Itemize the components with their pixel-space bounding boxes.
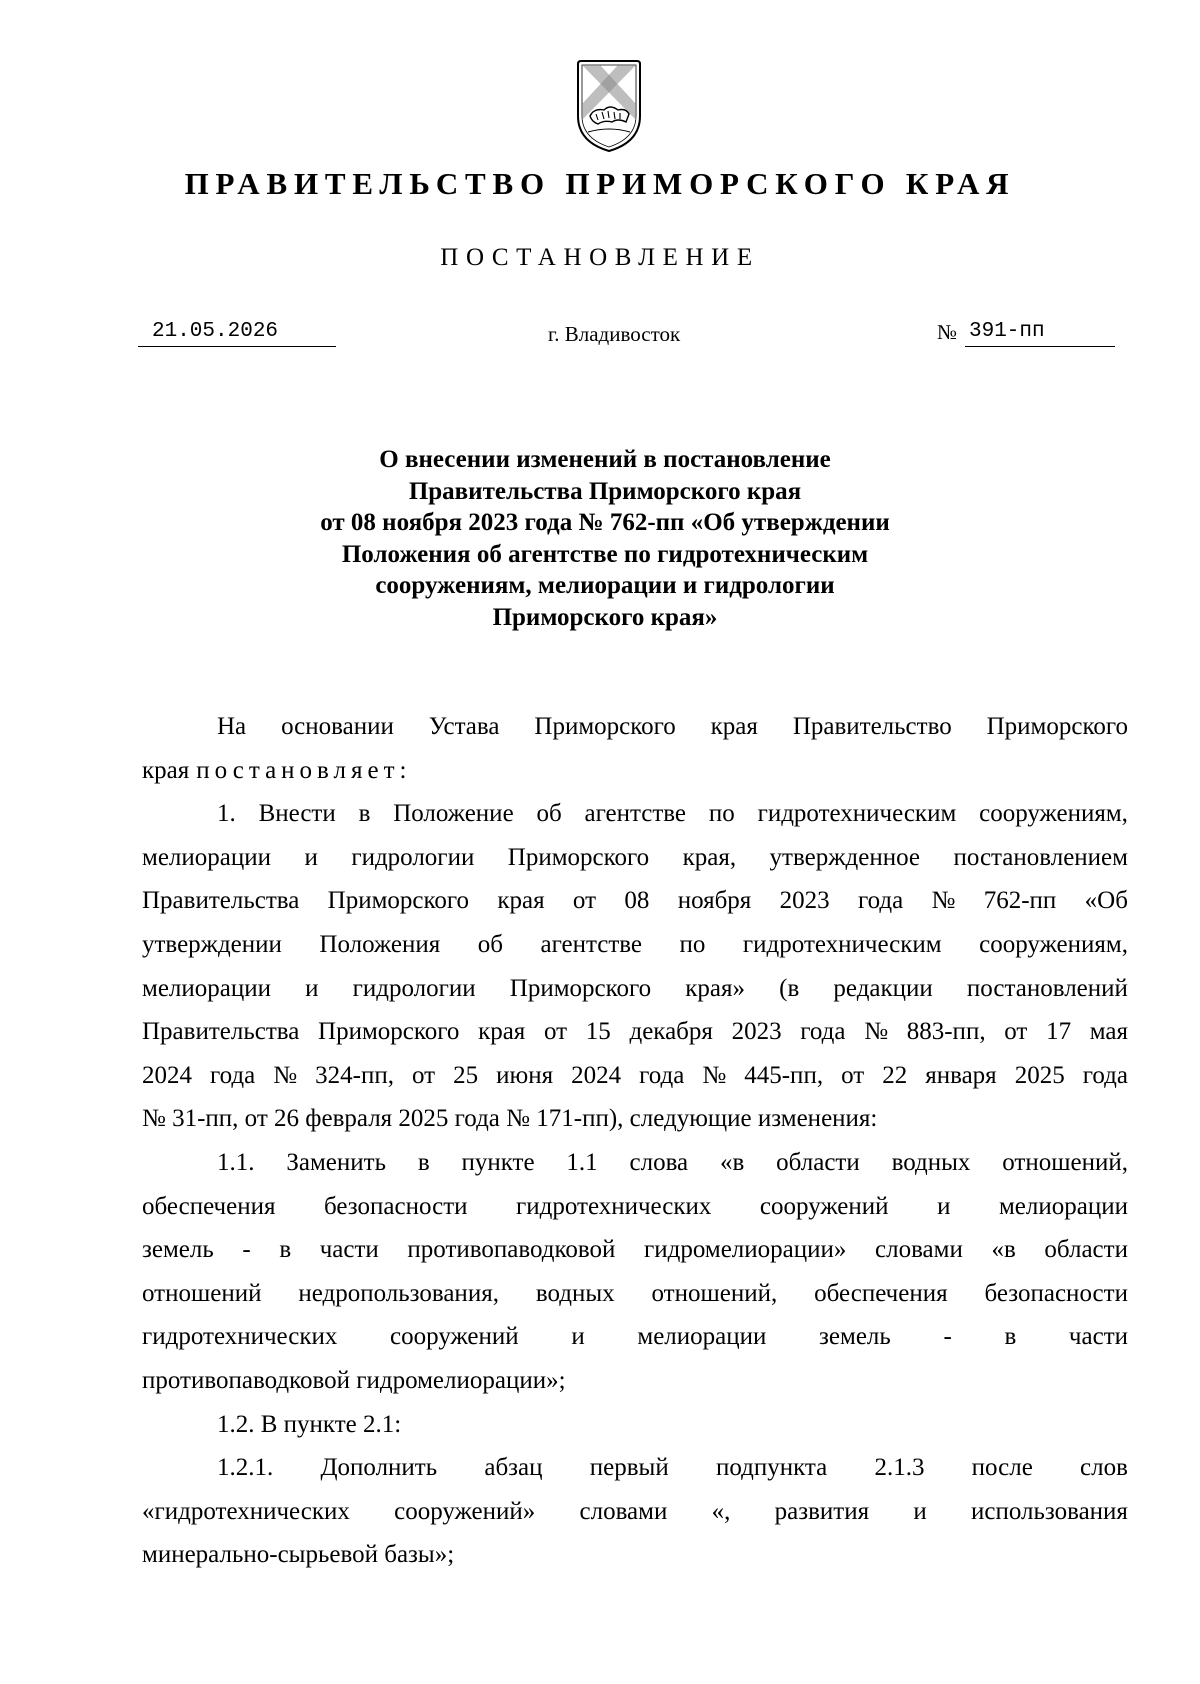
body-line — [142, 1185, 1128, 1229]
body-word: отношений, — [651, 1279, 778, 1307]
body-word: сооружениям, — [979, 800, 1128, 828]
body-word: 25 — [453, 1061, 479, 1089]
body-word: Правительства — [142, 887, 300, 915]
body-word: сооружениям, — [979, 930, 1128, 958]
document-type: ПОСТАНОВЛЕНИЕ — [440, 244, 760, 271]
body-word: сооружений — [390, 1323, 519, 1351]
body-word: июня — [496, 1061, 554, 1089]
body-word: На — [217, 713, 247, 740]
body-line: № 31-пп, от 26 февраля 2025 года № 171-пп), следующие изменения: — [142, 1105, 878, 1133]
body-word: края — [478, 1018, 526, 1046]
body-word: редакции — [833, 974, 933, 1002]
body-word: словами — [875, 1236, 963, 1264]
body-word: по — [708, 800, 735, 828]
body-word: отношений — [142, 1279, 262, 1307]
body-word: гидротехническим — [742, 930, 942, 958]
body-word: 2025 — [1014, 1061, 1065, 1089]
body-word: Устава — [428, 713, 500, 740]
body-word: и — [305, 974, 319, 1002]
body-word: гидротехническим — [757, 800, 957, 828]
body-word: земель — [819, 1323, 891, 1351]
body-line — [142, 967, 1128, 1011]
body-line — [142, 1228, 1128, 1272]
body-word: января — [925, 1061, 997, 1089]
body-word: Приморского — [318, 1018, 460, 1046]
government-title: ПРАВИТЕЛЬСТВО ПРИМОРСКОГО КРАЯ — [184, 166, 1016, 201]
body-word: по — [679, 930, 706, 958]
body-word: края — [710, 713, 758, 740]
body-word: «в — [720, 1148, 745, 1176]
body-word: - — [943, 1323, 952, 1351]
body-word: обеспечения — [142, 1192, 276, 1220]
body-word: Положения — [319, 930, 441, 958]
body-word: абзац — [484, 1454, 543, 1482]
body-word: мелиорации — [998, 1192, 1128, 1220]
body-line — [142, 749, 1128, 793]
body-word: «Об — [1084, 887, 1128, 915]
body-word: и — [913, 1497, 927, 1525]
body-text: края — [142, 756, 190, 784]
body-word: утверждении — [142, 930, 282, 958]
body-line — [142, 1141, 1128, 1185]
body-word: части — [319, 1236, 379, 1264]
body-word: водных — [891, 1148, 971, 1176]
body-word: использования — [970, 1497, 1128, 1525]
body-word: сооружений» — [394, 1497, 536, 1525]
body-word: гидротехнических — [516, 1192, 712, 1220]
body-word: Приморского — [986, 713, 1128, 740]
document-body — [142, 705, 1128, 1577]
body-word: года — [639, 1061, 685, 1089]
body-word: в — [279, 1236, 292, 1264]
body-word: в — [358, 800, 371, 828]
body-word: «, — [711, 1497, 731, 1525]
document-number: 391-пп — [965, 318, 1115, 347]
body-word: слов — [1080, 1454, 1128, 1482]
body-word: Дополнить — [320, 1454, 438, 1482]
body-word: об — [536, 800, 562, 828]
body-word: развития — [774, 1497, 870, 1525]
body-word: 15 — [585, 1018, 611, 1046]
body-word: агентстве — [540, 930, 643, 958]
body-word: постановлений — [966, 974, 1128, 1002]
body-word: № — [864, 1018, 889, 1046]
body-word: мелиорации — [637, 1323, 767, 1351]
document-city: г. Владивосток — [548, 322, 681, 346]
body-word: «гидротехнических — [142, 1497, 350, 1525]
body-word: 1.2.1. — [217, 1454, 274, 1482]
body-word: - — [242, 1236, 251, 1264]
body-word: Правительства — [142, 1018, 300, 1046]
body-line — [142, 1315, 1128, 1359]
heading-line: от 08 ноября 2023 года № 762-пп «Об утверждении — [320, 509, 890, 537]
body-word: Приморского — [534, 713, 676, 740]
body-word: в — [417, 1148, 430, 1176]
body-word: края — [497, 887, 545, 915]
body-word: сооружений — [759, 1192, 889, 1220]
body-word: 1. — [217, 800, 236, 828]
body-word: 17 — [1046, 1018, 1072, 1046]
body-word: Приморского — [509, 974, 652, 1002]
body-word: и — [937, 1192, 951, 1220]
body-line — [142, 1446, 1128, 1490]
body-word: года — [210, 1061, 256, 1089]
body-word: № — [273, 1061, 298, 1089]
body-word: обеспечения — [814, 1279, 948, 1307]
coat-of-arms-icon — [574, 58, 644, 154]
body-line: противопаводковой гидромелиорации»; — [142, 1366, 566, 1394]
body-word: постановлением — [953, 843, 1128, 871]
body-word: утвержденное — [769, 843, 920, 871]
body-line — [142, 836, 1128, 880]
body-line: 1.2. В пункте 2.1: — [217, 1410, 402, 1438]
body-word: мелиорации — [142, 974, 272, 1002]
body-word: 883-пп, — [906, 1018, 986, 1046]
body-word: области — [1044, 1236, 1128, 1264]
body-word: после — [971, 1454, 1033, 1482]
body-word: 445-пп, — [744, 1061, 824, 1089]
body-word: мелиорации — [142, 843, 272, 871]
body-word: от — [572, 887, 597, 915]
body-word: 22 — [882, 1061, 908, 1089]
body-word: от — [544, 1018, 568, 1046]
body-line — [142, 1490, 1128, 1534]
body-line — [142, 923, 1128, 967]
body-word: основании — [281, 713, 394, 740]
body-word: безопасности — [324, 1192, 468, 1220]
body-word: водных — [535, 1279, 615, 1307]
body-word: агентстве — [584, 800, 687, 828]
document-date: 21.05.2026 — [138, 318, 336, 347]
body-word: декабря — [629, 1018, 713, 1046]
body-text-spaced: постановляет: — [196, 756, 412, 784]
body-word: ноября — [677, 887, 752, 915]
body-word: подпункта — [715, 1454, 828, 1482]
body-word: словами — [579, 1497, 668, 1525]
body-word: Внести — [258, 800, 336, 828]
body-word: «в — [991, 1236, 1016, 1264]
body-word: от — [412, 1061, 436, 1089]
body-word: отношений, — [1002, 1148, 1128, 1176]
heading-line: О внесении изменений в постановление — [379, 446, 831, 473]
body-word: недропользования, — [298, 1279, 499, 1307]
body-word: 1.1. — [217, 1148, 255, 1176]
body-word: безопасности — [984, 1279, 1128, 1307]
body-word: области — [776, 1148, 860, 1176]
body-line — [142, 1010, 1128, 1054]
body-line — [142, 792, 1128, 836]
body-word: гидромелиорации» — [644, 1236, 847, 1264]
body-line — [142, 1054, 1128, 1098]
body-word: № — [931, 887, 956, 915]
body-word: 324-пп, — [315, 1061, 394, 1089]
body-word: и — [304, 843, 318, 871]
body-word: от — [841, 1061, 865, 1089]
body-word: слова — [629, 1148, 689, 1176]
body-word: года — [857, 887, 904, 915]
body-word: гидротехнических — [142, 1323, 338, 1351]
body-line — [142, 705, 1128, 749]
body-word: Правительство — [792, 713, 952, 740]
body-word: об — [477, 930, 504, 958]
body-word: 2023 — [779, 887, 830, 915]
body-word: (в — [779, 974, 800, 1002]
body-word: края» — [685, 974, 746, 1002]
body-word: года — [800, 1018, 846, 1046]
body-word: края, — [682, 843, 737, 871]
body-word: первый — [589, 1454, 669, 1482]
body-word: Приморского — [507, 843, 650, 871]
body-word: гидрологии — [352, 974, 476, 1002]
heading-line: сооружениям, мелиорации и гидрологии — [375, 572, 835, 600]
body-word: 2023 — [731, 1018, 782, 1046]
body-word: № — [702, 1061, 727, 1089]
body-word: года — [1082, 1061, 1128, 1089]
body-word: части — [1068, 1323, 1128, 1351]
body-word: противопаводковой — [407, 1236, 616, 1264]
body-word: гидрологии — [351, 843, 475, 871]
body-line — [142, 1272, 1128, 1316]
number-sign: № — [937, 320, 958, 344]
body-word: от — [1004, 1018, 1028, 1046]
body-word: 2024 — [571, 1061, 622, 1089]
body-word: 1.1 — [566, 1148, 598, 1176]
body-word: мая — [1089, 1018, 1128, 1046]
body-word: в — [1004, 1323, 1017, 1351]
body-word: 08 — [624, 887, 650, 915]
body-word: Приморского — [327, 887, 470, 915]
heading-line: Положения об агентстве по гидротехническим — [341, 540, 869, 568]
body-word: земель — [142, 1236, 214, 1264]
body-word: 2.1.3 — [874, 1454, 925, 1482]
body-word: Положение — [393, 800, 514, 828]
heading-line: Правительства Приморского края — [408, 477, 802, 505]
body-word: 2024 — [142, 1061, 192, 1089]
heading-line: Приморского края» — [492, 603, 718, 631]
body-line: минерально-сырьевой базы»; — [142, 1541, 455, 1569]
body-word: Заменить — [286, 1148, 386, 1176]
body-line — [142, 879, 1128, 923]
body-word: 762-пп — [983, 887, 1057, 915]
document-heading — [200, 444, 1010, 634]
body-word: и — [571, 1323, 585, 1351]
body-word: пункте — [461, 1148, 535, 1176]
